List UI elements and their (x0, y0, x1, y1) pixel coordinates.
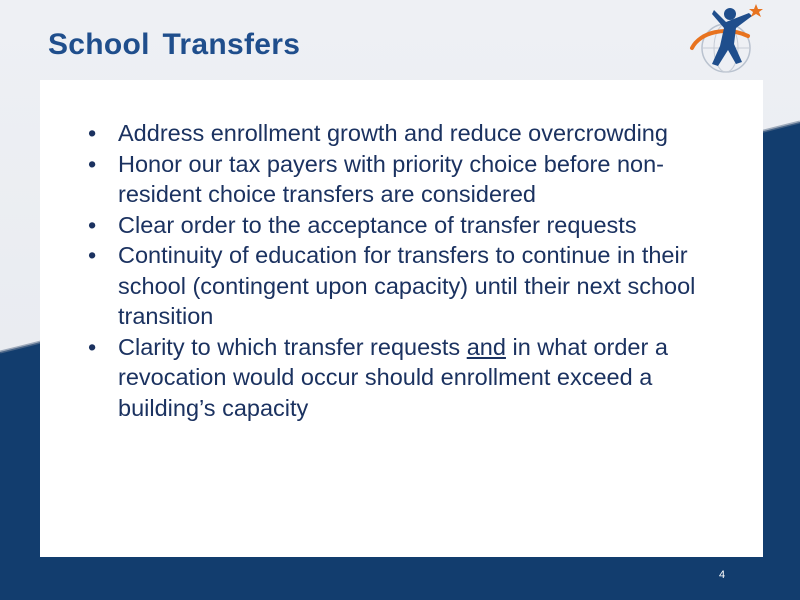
bullet-item (88, 149, 738, 210)
bullet-text: Clear order to the acceptance of transfer requests (118, 211, 637, 238)
bullet-item (88, 332, 738, 424)
bullet-dot: • (88, 211, 97, 238)
bullet-text-after: in what order a revocation would occur should enrollment exceed a building’s capacity (118, 333, 668, 421)
bullet-item (88, 118, 738, 149)
bullet-list (88, 118, 738, 423)
bullet-dot: • (88, 120, 97, 146)
bullet-dot: • (88, 242, 97, 268)
bullet-dot: • (88, 333, 97, 360)
bullet-text: Address enrollment growth and reduce overcrowding (118, 120, 668, 146)
content-panel (40, 80, 763, 557)
bullet-text-before: Clarity to which transfer requests (118, 333, 467, 360)
page-number: 4 (719, 569, 726, 581)
bullet-text: Honor our tax payers with priority choice before non-resident choice transfers are considered (118, 150, 664, 207)
bullet-text: Continuity of education for transfers to continue in their school (contingent upon capacity) until their next school transition (118, 242, 696, 329)
bullet-text-underlined: and (466, 333, 506, 360)
bullet-item (88, 240, 738, 332)
bullet-item (88, 210, 738, 241)
slide-title: School Transfers (48, 28, 301, 61)
bullet-dot: • (88, 150, 97, 177)
figure-with-star-and-globe-logo (686, 2, 766, 74)
